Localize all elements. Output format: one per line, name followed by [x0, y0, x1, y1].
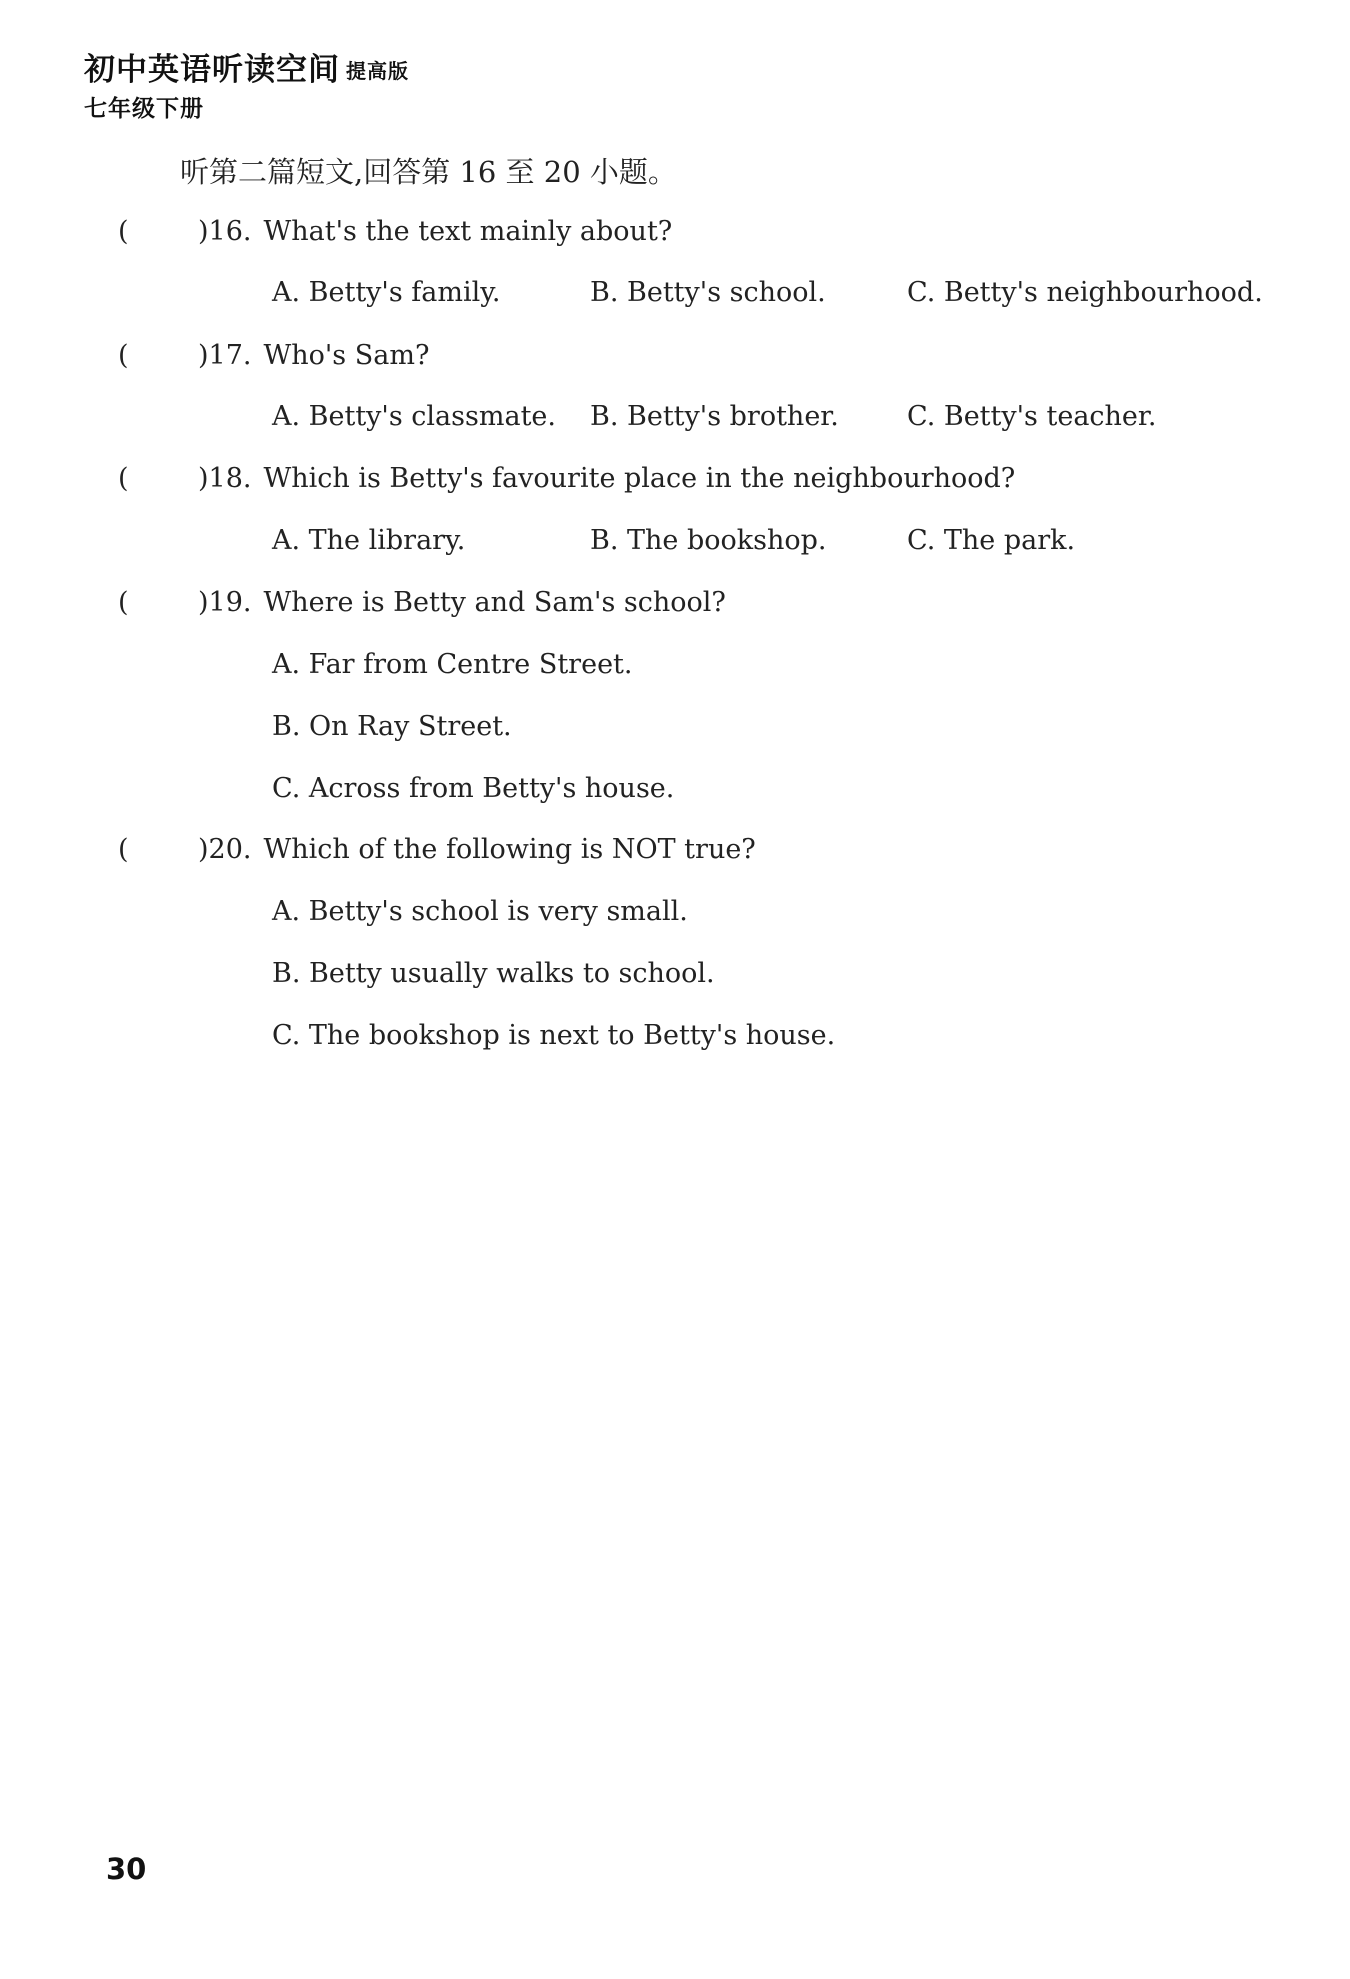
book-title: [84, 44, 409, 89]
question-number: )16.: [198, 216, 252, 247]
option-c: C. Across from Betty's house.: [272, 773, 675, 804]
answer-blank-open: (: [118, 216, 129, 247]
question-text: Which of the following is NOT true?: [263, 834, 756, 865]
option-c: C. Betty's teacher.: [907, 401, 1157, 432]
option-a: A. Far from Centre Street.: [272, 649, 633, 680]
question-20: [118, 834, 756, 865]
question-number: )17.: [198, 340, 252, 371]
question-19: [118, 587, 726, 618]
option-c: C. Betty's neighbourhood.: [907, 277, 1263, 308]
edition-label: 提高版: [346, 59, 409, 83]
question-text: Who's Sam?: [263, 340, 430, 371]
answer-blank-open: (: [118, 834, 129, 865]
answer-blank-open: (: [118, 463, 129, 494]
option-c: C. The bookshop is next to Betty's house.: [272, 1020, 836, 1051]
option-a: A. The library.: [272, 525, 466, 556]
question-18: [118, 463, 1015, 494]
option-b: B. Betty usually walks to school.: [272, 958, 715, 989]
option-b: B. Betty's brother.: [590, 401, 839, 432]
question-text: Where is Betty and Sam's school?: [263, 587, 726, 618]
option-a: A. Betty's classmate.: [272, 401, 556, 432]
question-16: [118, 216, 672, 247]
answer-blank-open: (: [118, 340, 129, 371]
option-a: A. Betty's school is very small.: [272, 896, 688, 927]
question-text: Which is Betty's favourite place in the neighbourhood?: [263, 463, 1016, 494]
question-number: )20.: [198, 834, 252, 865]
question-17: [118, 340, 429, 371]
question-number: )18.: [198, 463, 252, 494]
option-b: B. On Ray Street.: [272, 711, 512, 742]
question-text: What's the text mainly about?: [263, 216, 673, 247]
answer-blank-open: (: [118, 587, 129, 618]
option-c: C. The park.: [907, 525, 1076, 556]
grade-label: 七年级下册: [84, 96, 204, 122]
page-number: 30: [106, 1852, 147, 1886]
option-b: B. The bookshop.: [590, 525, 827, 556]
book-title-text: 初中英语听读空间: [84, 52, 340, 88]
option-b: B. Betty's school.: [590, 277, 826, 308]
option-a: A. Betty's family.: [272, 277, 501, 308]
section-instruction: 听第二篇短文,回答第 16 至 20 小题。: [180, 155, 677, 189]
question-number: )19.: [198, 587, 252, 618]
